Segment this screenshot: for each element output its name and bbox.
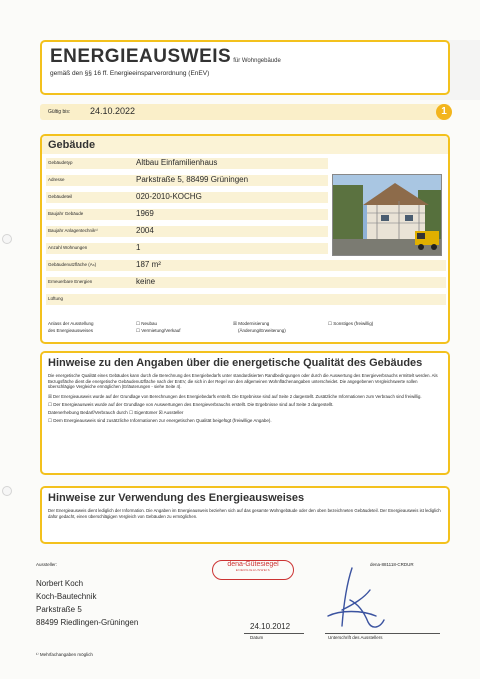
page-number-badge: 1: [436, 104, 452, 120]
issuer-city: 88499 Riedlingen-Grüningen: [36, 618, 139, 627]
reason-other-checkbox[interactable]: ☐ Sonstiges (freiwillig): [328, 321, 374, 326]
seal-id: dena-881118-CRDUR: [370, 562, 414, 567]
footnote: ¹⁾ Mehrfachangaben möglich: [36, 652, 93, 657]
calc-basis-demand-checkbox[interactable]: ☒ Der Energieausweis wurde auf der Grundlage von Berechnungen des Energiebedarfs erstellt. Die Ergebnisse sind auf Seite 2 dargestellt. Zusätzliche Informationen zum Verbrauch sind freiwillig.: [48, 393, 422, 399]
data-collection-checkboxes[interactable]: Datenerhebung Bedarf/Verbrauch durch ☐ Eigentümer ☒ Aussteller: [48, 410, 184, 416]
validity-bar: [40, 104, 450, 120]
reason-modernization-note: (Änderung/Erweiterung): [238, 328, 286, 333]
row-label: Baujahr Gebäude: [48, 211, 84, 216]
row-label: Gebäudeteil: [48, 194, 73, 199]
house-photo-illustration: [333, 175, 442, 256]
row-value: keine: [136, 277, 156, 286]
building-row: [46, 277, 446, 288]
row-value: Parkstraße 5, 88499 Grüningen: [136, 175, 249, 184]
usage-notes-text: Der Energieausweis dient lediglich der Information. Die Angaben im Energieausweis beziehen sich auf das gesamte Wohngebäude oder den oben bezeichneten Gebäudeteil. Der Energieausweis ist lediglich dafür gedacht, einen überschlägigen Vergleich von Gebäuden zu ermöglichen.: [48, 508, 441, 519]
calc-basis-consumption-checkbox[interactable]: ☐ Der Energieausweis wurde auf der Grundlage von Auswertungen des Energieverbrauchs erstellt. Die Ergebnisse sind auf Seite 3 dargestellt.: [48, 402, 334, 408]
certificate-header: [40, 40, 450, 95]
row-value: Altbau Einfamilienhaus: [136, 158, 218, 167]
validity-label: Gültig bis:: [48, 109, 71, 115]
quality-notes-section: [40, 351, 450, 475]
row-value: 2004: [136, 226, 154, 235]
quality-notes-text: Die energetische Qualität eines Gebäudes kann durch die Berechnung des Energiebedarfs unter standardisierten Randbedingungen oder durch die Auswertung des Energieverbrauchs ermittelt werden. Als Bezugsfläche dient die energetische Gebäudenutzfläche nach der EnEV, die sich in der Regel von den allgemeinen Wohnflächenangaben unterscheidet. Die angegebenen Vergleichswerte sollen überschlägige Vergleiche ermöglichen (Erläuterungen - siehe Seite 4).: [48, 373, 438, 390]
building-row: [46, 294, 446, 305]
building-row: [46, 158, 328, 169]
row-label: Erneuerbare Energien: [48, 279, 93, 284]
row-label: Gebäudenutzfläche (Aₙ): [48, 262, 97, 267]
seal-subtitle: ENERGIEAUSWEIS: [235, 568, 271, 572]
row-label: Anzahl Wohnungen: [48, 245, 88, 250]
certificate-subtitle: gemäß den §§ 16 ff. Energieeinsparverordnung (EnEV): [50, 70, 210, 77]
certificate-title: ENERGIEAUSWEIS: [50, 46, 232, 67]
building-section: [40, 134, 450, 344]
date-label: Datum: [250, 635, 264, 640]
issuer-address: [36, 577, 138, 629]
building-photo: [332, 174, 442, 256]
reason-rent-sale-checkbox[interactable]: ☐ Vermietung/Verkauf: [136, 328, 181, 333]
issue-reason-label: des Energieausweises: [48, 328, 94, 333]
row-value: 1: [136, 243, 141, 252]
building-row: [46, 226, 328, 237]
building-row: [46, 260, 446, 271]
building-row: [46, 175, 328, 186]
row-label: Gebäudetyp: [48, 160, 73, 165]
issuer-label: Aussteller:: [36, 562, 58, 567]
additional-info-checkbox[interactable]: ☐ Dem Energieausweis sind zusätzliche Informationen zur energetischen Qualität beigefügt (freiwillige Angabe).: [48, 418, 272, 424]
quality-notes-title: Hinweise zu den Angaben über die energetische Qualität des Gebäudes: [42, 353, 448, 371]
row-value: 187 m²: [136, 260, 161, 269]
row-label: Baujahr Anlagentechnik¹⁾: [48, 228, 98, 233]
issuer-company: Koch-Bautechnik: [36, 592, 97, 601]
row-value: 1969: [136, 209, 154, 218]
building-row: [46, 243, 328, 254]
signature: [320, 560, 390, 638]
dena-seal: [212, 560, 294, 580]
building-row: [46, 209, 328, 220]
reason-modernization-checkbox[interactable]: ☒ Modernisierung: [233, 321, 270, 326]
issuer-name: Norbert Koch: [36, 579, 84, 588]
reason-new-building-checkbox[interactable]: ☐ Neubau: [136, 321, 158, 326]
issue-date: 24.10.2012: [250, 622, 291, 631]
building-section-title: Gebäude: [42, 136, 448, 154]
row-value: 020-2010-KOCHG: [136, 192, 202, 201]
seal-title: dena-Gütesiegel: [227, 561, 279, 568]
validity-date: 24.10.2022: [90, 106, 136, 116]
punch-hole: [2, 486, 12, 496]
issue-reason-label: Anlass der Ausstellung: [48, 321, 94, 326]
usage-notes-section: [40, 486, 450, 544]
certificate-title-suffix: für Wohngebäude: [233, 58, 281, 64]
signature-label: Unterschrift des Ausstellers: [328, 635, 383, 640]
punch-hole: [2, 234, 12, 244]
row-label: Adresse: [48, 177, 65, 182]
building-row: [46, 192, 328, 203]
row-label: Lüftung: [48, 296, 64, 301]
usage-notes-title: Hinweise zur Verwendung des Energieausweises: [42, 488, 448, 506]
issuer-street: Parkstraße 5: [36, 605, 82, 614]
